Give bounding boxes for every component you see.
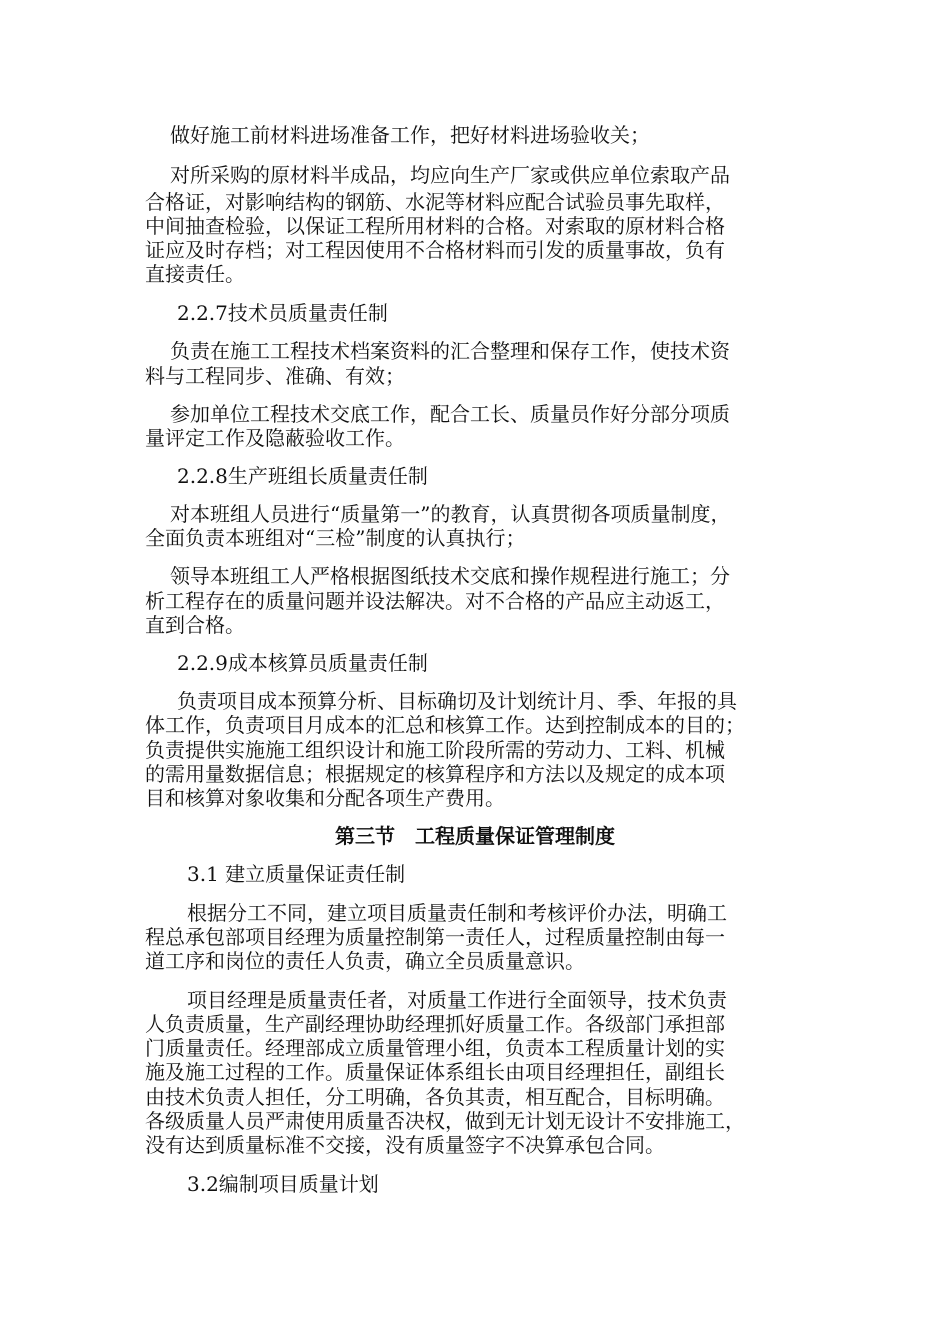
paragraph-line: 根据分工不同，建立项目质量责任制和考核评价办法，明确工	[187, 901, 727, 925]
paragraph-line: 对本班组人员进行“质量第一”的教育，认真贯彻各项质量制度，	[170, 502, 731, 526]
paragraph-line: 参加单位工程技术交底工作，配合工长、质量员作好分部分项质	[170, 402, 730, 426]
paragraph-line: 对所采购的原材料半成品，均应向生产厂家或供应单位索取产品	[170, 163, 730, 187]
paragraph-line: 量评定工作及隐蔽验收工作。	[145, 426, 405, 450]
section-heading: 2.2.9成本核算员质量责任制	[177, 651, 428, 675]
paragraph-line: 体工作，负责项目月成本的汇总和核算工作。达到控制成本的目的；	[145, 713, 745, 737]
paragraph-line: 施及施工过程的工作。质量保证体系组长由项目经理担任，副组长	[145, 1060, 725, 1084]
section-heading: 3.2编制项目质量计划	[187, 1172, 379, 1196]
paragraph-line: 负责提供实施施工组织设计和施工阶段所需的劳动力、工料、机械	[145, 738, 725, 762]
paragraph-line: 料与工程同步、准确、有效；	[145, 364, 405, 388]
paragraph-line: 人负责质量，生产副经理协助经理抓好质量工作。各级部门承担部	[145, 1012, 725, 1036]
paragraph-line: 负责项目成本预算分析、目标确切及计划统计月、季、年报的具	[177, 689, 737, 713]
paragraph-line: 做好施工前材料进场准备工作，把好材料进场验收关；	[170, 123, 650, 147]
paragraph-line: 直到合格。	[145, 613, 245, 637]
paragraph-line: 门质量责任。经理部成立质量管理小组，负责本工程质量计划的实	[145, 1036, 725, 1060]
chapter-heading: 第三节 工程质量保证管理制度	[335, 824, 615, 848]
paragraph-line: 项目经理是质量责任者，对质量工作进行全面领导，技术负责	[187, 988, 727, 1012]
paragraph-line: 目和核算对象收集和分配各项生产费用。	[145, 786, 505, 810]
paragraph-line: 析工程存在的质量问题并设法解决。对不合格的产品应主动返工，	[145, 589, 725, 613]
paragraph-line: 各级质量人员严肃使用质量否决权，做到无计划无设计不安排施工，	[145, 1109, 745, 1133]
paragraph-line: 中间抽查检验，以保证工程所用材料的合格。对索取的原材料合格	[145, 214, 725, 238]
paragraph-line: 证应及时存档；对工程因使用不合格材料而引发的质量事故，负有	[145, 238, 725, 262]
paragraph-line: 负责在施工工程技术档案资料的汇合整理和保存工作，使技术资	[170, 339, 730, 363]
section-heading: 3.1 建立质量保证责任制	[187, 862, 406, 886]
paragraph-line: 没有达到质量标准不交接，没有质量签字不决算承包合同。	[145, 1133, 665, 1157]
paragraph-line: 由技术负责人担任，分工明确，各负其责，相互配合，目标明确。	[145, 1085, 725, 1109]
paragraph-line: 直接责任。	[145, 262, 245, 286]
paragraph-line: 全面负责本班组对“三检”制度的认真执行；	[145, 526, 526, 550]
paragraph-line: 道工序和岗位的责任人负责，确立全员质量意识。	[145, 949, 585, 973]
paragraph-line: 领导本班组工人严格根据图纸技术交底和操作规程进行施工；分	[170, 564, 730, 588]
paragraph-line: 的需用量数据信息；根据规定的核算程序和方法以及规定的成本项	[145, 762, 725, 786]
section-heading: 2.2.7技术员质量责任制	[177, 301, 388, 325]
paragraph-line: 合格证，对影响结构的钢筋、水泥等材料应配合试验员事先取样，	[145, 190, 725, 214]
paragraph-line: 程总承包部项目经理为质量控制第一责任人，过程质量控制由每一	[145, 925, 725, 949]
section-heading: 2.2.8生产班组长质量责任制	[177, 464, 428, 488]
